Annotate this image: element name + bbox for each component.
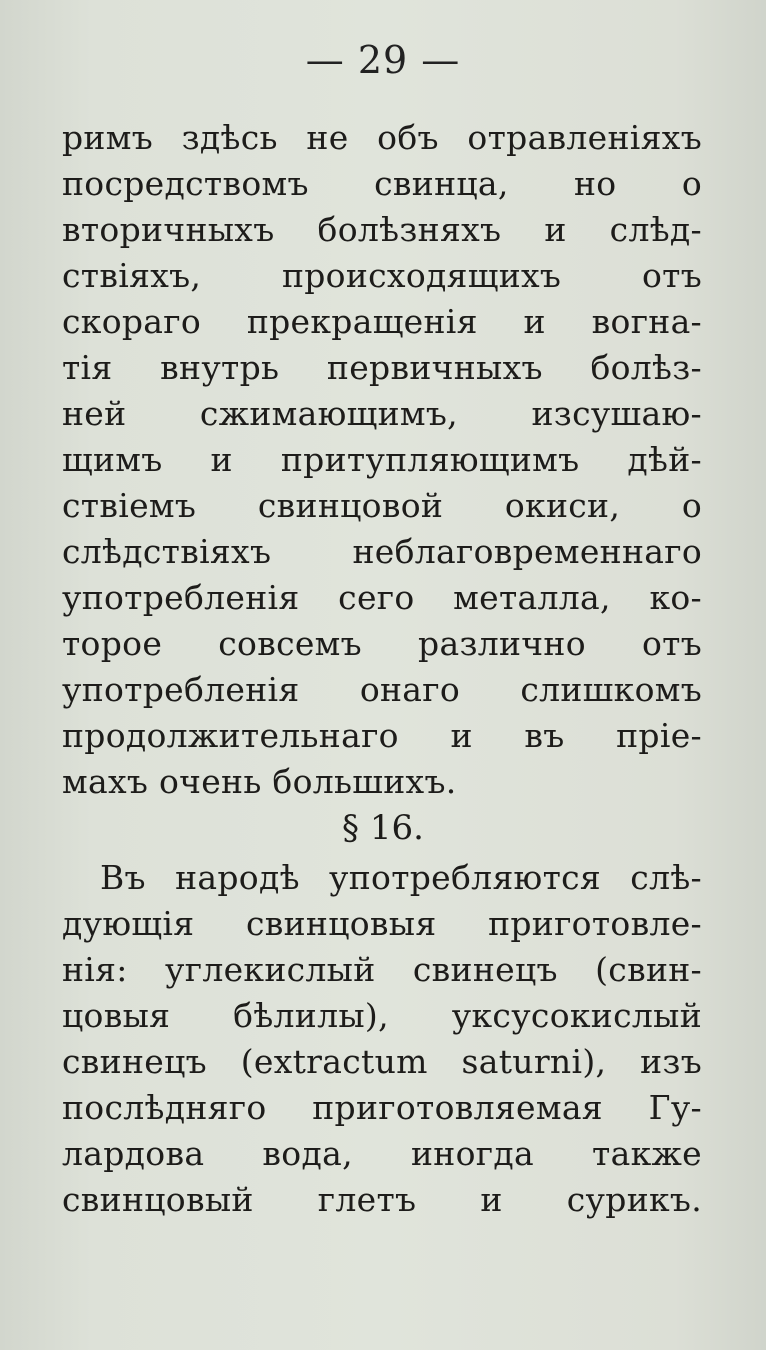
text-line: ствіяхъ, происходящихъ отъ <box>62 256 702 295</box>
text-line: Въ народѣ употребляются слѣ- <box>100 858 702 897</box>
text-line: нія: углекислый свинецъ (свин- <box>62 950 702 989</box>
text-line: вторичныхъ болѣзняхъ и слѣд- <box>62 210 702 249</box>
text-line: свинцовый глетъ и сурикъ. <box>62 1180 702 1219</box>
text-line: употребленія сего металла, ко- <box>62 578 702 617</box>
section-heading: § 16. <box>342 808 424 848</box>
text-line: ствіемъ свинцовой окиси, о <box>62 486 702 525</box>
text-line: лардова вода, иногда также <box>62 1134 702 1173</box>
text-line: послѣдняго приготовляемая Гу- <box>62 1088 702 1127</box>
text-line: римъ здѣсь не объ отравленіяхъ <box>62 118 702 157</box>
text-line: продолжительнаго и въ пріе- <box>62 716 702 755</box>
text-line: свинецъ (extractum saturni), изъ <box>62 1042 702 1081</box>
text-line: тія внутрь первичныхъ болѣз- <box>62 348 702 387</box>
text-line: употребленія онаго слишкомъ <box>62 670 702 709</box>
text-line: слѣдствіяхъ неблаговременнаго <box>62 532 702 571</box>
text-line: щимъ и притупляющимъ дѣй- <box>62 440 702 479</box>
text-line: посредствомъ свинца, но о <box>62 164 702 203</box>
text-line: цовыя бѣлилы), уксусокислый <box>62 996 702 1035</box>
text-line: ней сжимающимъ, изсушаю- <box>62 394 702 433</box>
text-line: дующія свинцовыя приготовле- <box>62 904 702 943</box>
text-line: торое совсемъ различно отъ <box>62 624 702 663</box>
text-line: махъ очень большихъ. <box>62 762 457 801</box>
page-number: — 29 — <box>305 38 461 82</box>
text-line: скораго прекращенія и вогна- <box>62 302 702 341</box>
